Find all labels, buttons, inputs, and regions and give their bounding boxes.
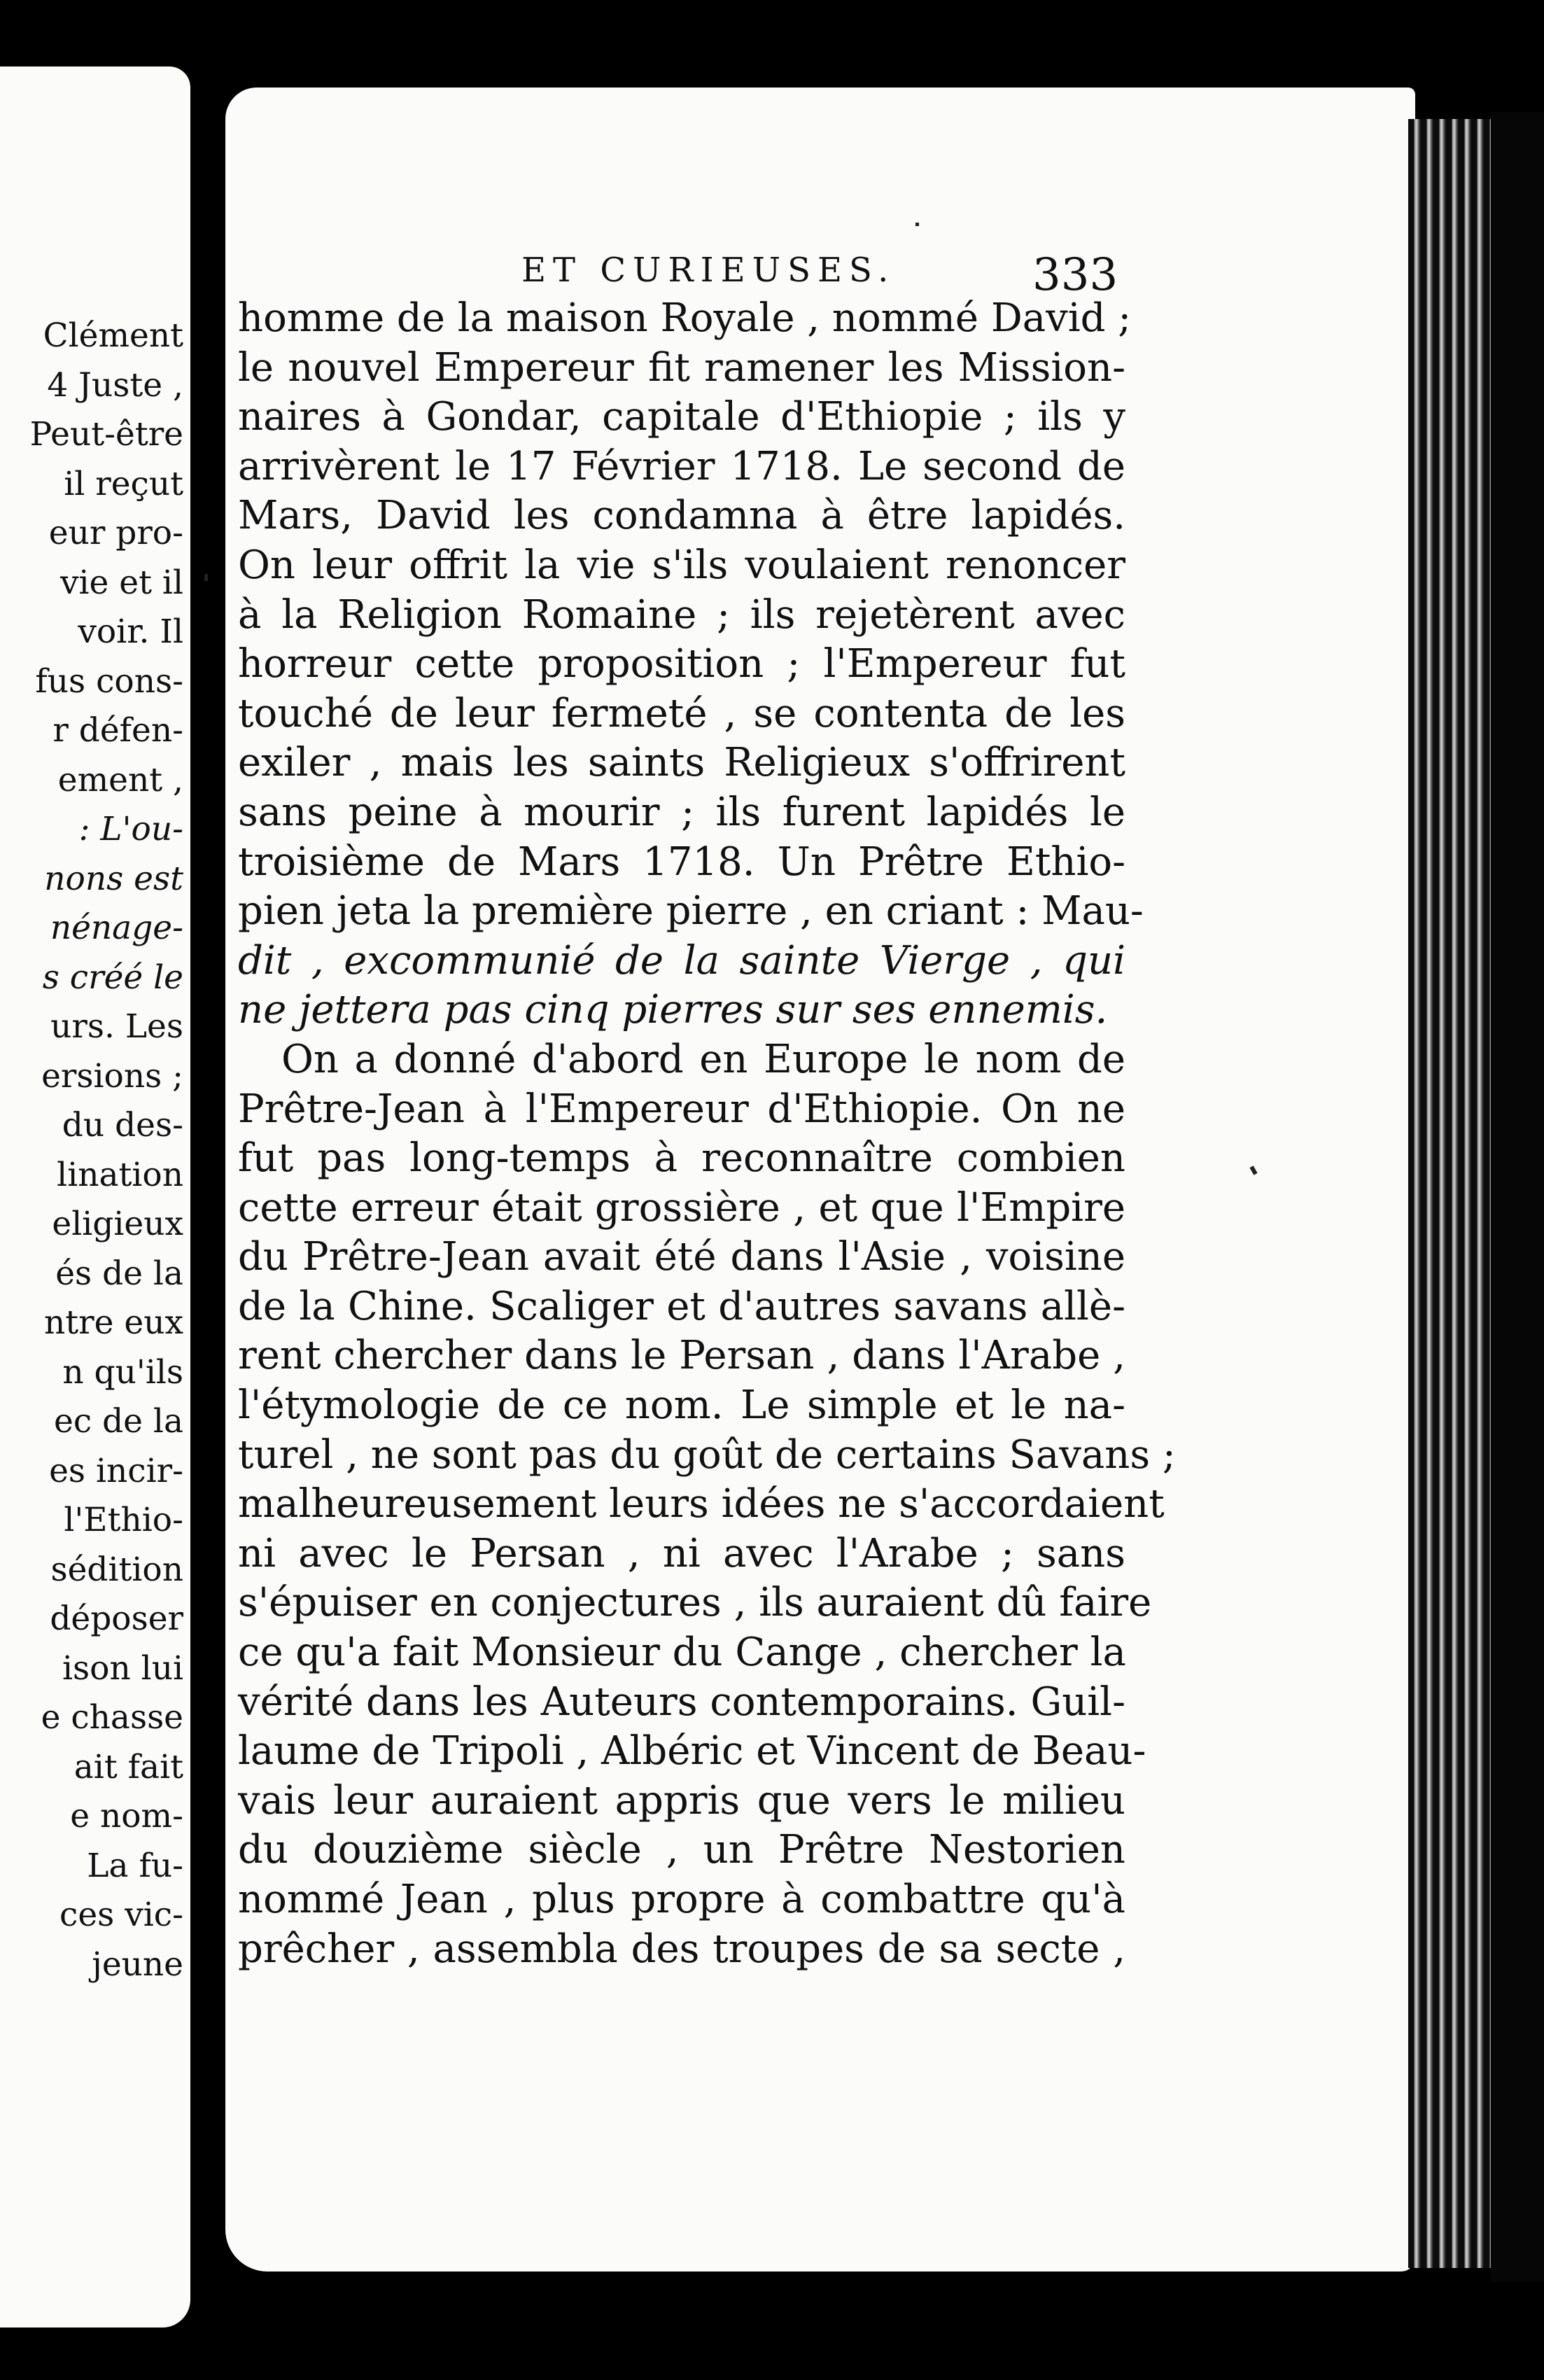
page-edges [1408,119,1499,2268]
facing-line: nénage- [50,909,183,947]
paragraph-start-line: On a donné d'abord en Europe le nom de [281,1036,1125,1082]
facing-line: e nom- [70,1797,183,1835]
text-line: de la Chine. Scaliger et d'autres savans allè- [238,1283,1125,1329]
facing-line: sédition [50,1550,183,1589]
text-line: Prêtre-Jean à l'Empereur d'Ethiopie. On ne [238,1086,1125,1132]
facing-line: du des- [62,1106,183,1144]
facing-line: ces vic- [59,1896,183,1934]
text-line: ni avec le Persan , ni avec l'Arabe ; sans [238,1530,1125,1576]
text-line: le nouvel Empereur fit ramener les Mission- [238,344,1125,391]
facing-line: vie et il [59,563,183,602]
facing-line: lination [57,1155,183,1194]
text-line: troisième de Mars 1718. Un Prêtre Ethio- [238,839,1125,885]
text-line: sans peine à mourir ; ils furent lapidés le [238,789,1125,835]
facing-line: ec de la [54,1402,183,1441]
running-head: ET CURIEUSES. [521,251,896,290]
text-line: à la Religion Romaine ; ils rejetèrent avec [238,592,1125,638]
text-line: touché de leur fermeté , se contenta de les [238,690,1125,736]
text-line: pien jeta la première pierre , en criant : Mau- [238,888,1144,934]
text-line: ne jettera pas cinq pierres sur ses ennemis. [238,987,1108,1033]
facing-line: eligieux [52,1205,183,1243]
text-line: arrivèrent le 17 Février 1718. Le second de [238,443,1125,489]
facing-line: La fu- [87,1846,183,1885]
text-line: vais leur auraient appris que vers le milieu [238,1777,1125,1823]
facing-line: ison lui [62,1648,183,1688]
text-line: ce qu'a fait Monsieur du Cange , chercher la [238,1630,1126,1676]
facing-line: il reçut [64,464,183,503]
text-line: l'étymologie de ce nom. Le simple et le na- [238,1382,1125,1429]
facing-line: nons est [44,859,183,898]
text-line: On leur offrit la vie s'ils voulaient renoncer [238,542,1125,588]
facing-line: ntre eux [44,1303,183,1342]
text-line: du douzième siècle , un Prêtre Nestorien [238,1827,1125,1873]
text-line: laume de Tripoli , Albéric et Vincent de Beau- [238,1728,1146,1774]
facing-line: voir. Il [78,612,183,651]
facing-line: l'Ethio- [64,1501,183,1539]
text-line: vérité dans les Auteurs contemporains. Guil- [238,1679,1125,1725]
facing-line: és de la [55,1254,183,1293]
facing-line: déposer [50,1600,183,1638]
facing-line: es incir- [49,1451,183,1490]
text-line: Mars, David les condamna à être lapidés. [238,493,1125,539]
facing-line: Peut-être [29,415,183,454]
body-text [238,294,1176,1974]
page-number: 333 [1032,249,1118,301]
facing-line: 4 Juste , [47,365,183,405]
facing-line: : L'ou- [78,810,183,848]
speck-mark [204,574,208,581]
speck-mark [915,223,919,226]
facing-page-fragment [0,66,190,2328]
facing-line: s créé le [42,958,183,997]
text-line: horreur cette proposition ; l'Empereur fut [238,641,1125,687]
text-line: dit , excommunié de la sainte Vierge , qui [238,937,1125,983]
text-line: du Prêtre-Jean avait été dans l'Asie , voisine [238,1234,1125,1280]
facing-line: eur pro- [48,514,183,552]
facing-line: jeune [92,1945,183,1984]
text-line: s'épuiser en conjectures , ils auraient dû faire [238,1580,1152,1626]
text-line: naires à Gondar, capitale d'Ethiopie ; ils y [238,394,1125,440]
text-line: fut pas long-temps à reconnaître combien [238,1135,1125,1182]
text-line: prêcher , assembla des troupes de sa secte , [238,1926,1125,1972]
text-line: cette erreur était grossière , et que l'Empire [238,1184,1125,1231]
facing-line: e chasse [41,1698,183,1737]
facing-line: Clément [43,316,183,355]
facing-line: r défen- [52,711,183,750]
page-edges-shadow [1491,112,1544,2282]
facing-line: urs. Les [50,1007,183,1046]
facing-line: fus cons- [35,662,183,701]
facing-line: ement , [57,760,183,799]
text-line: malheureusement leurs idées ne s'accordaient [238,1481,1165,1527]
text-line: rent chercher dans le Persan , dans l'Arabe , [238,1333,1125,1379]
facing-line: ait fait [73,1747,183,1786]
text-line: turel , ne sont pas du goût de certains Savans ; [238,1432,1176,1478]
facing-line: ersions ; [41,1056,183,1096]
text-line: exiler , mais les saints Religieux s'offrirent [238,740,1125,786]
facing-line: n qu'ils [62,1352,183,1392]
text-line: nommé Jean , plus propre à combattre qu'à [238,1877,1125,1922]
text-line: homme de la maison Royale , nommé David ; [238,295,1132,341]
facing-page-text [0,312,183,1989]
